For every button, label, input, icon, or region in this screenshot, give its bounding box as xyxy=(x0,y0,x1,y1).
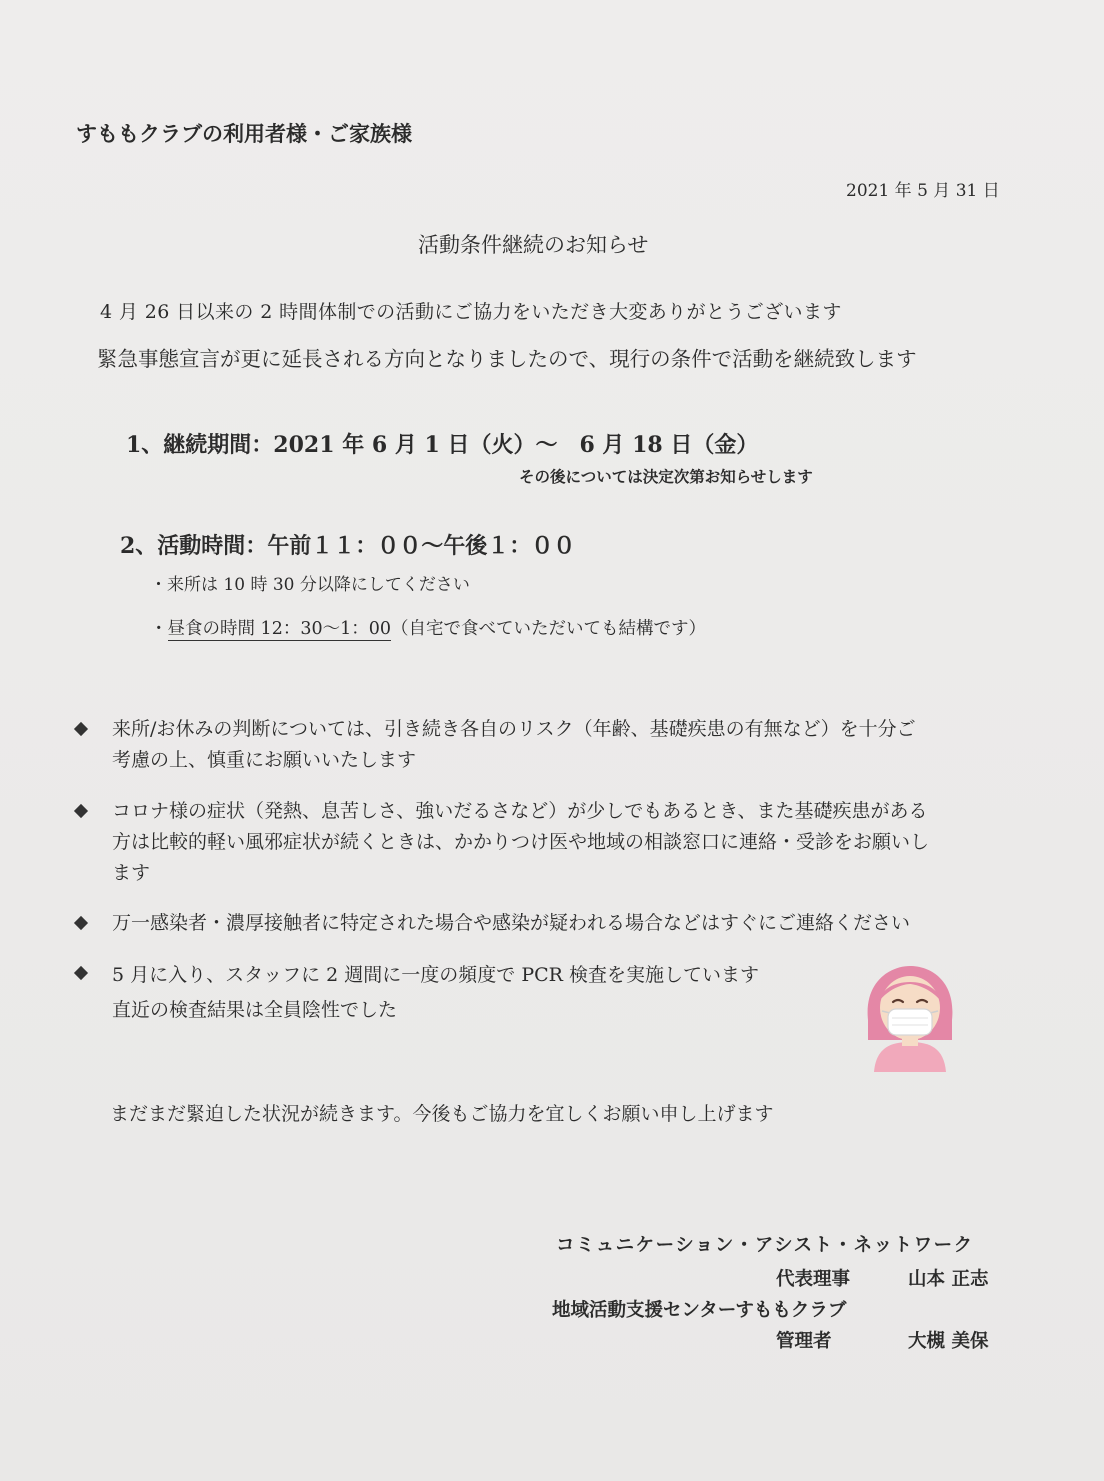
bullet-line: 万一感染者・濃厚接触者に特定された場合や感染が疑われる場合などはすぐにご連絡ください xyxy=(112,912,911,934)
bullet-attendance-judgement xyxy=(112,714,916,776)
bullet-line: コロナ様の症状（発熱、息苦しさ、強いだるさなど）が少しでもあるとき、また基礎疾患がある xyxy=(112,800,928,822)
lunch-suffix: （自宅で食べていただいても結構です） xyxy=(391,619,707,639)
signature-role-manager: 管理者 xyxy=(776,1331,832,1352)
bullet-line: 直近の検査結果は全員陰性でした xyxy=(112,999,398,1021)
bullet-line: ます xyxy=(112,862,151,884)
signature-role-representative: 代表理事 xyxy=(776,1269,851,1290)
bullet-line: 来所/お休みの判断については、引き続き各自のリスク（年齢、基礎疾患の有無など）を十分ご xyxy=(112,718,916,740)
bullet-pcr-testing xyxy=(112,958,759,1028)
recipient-line: すももクラブの利用者様・ご家族様 xyxy=(76,121,412,146)
signature-organization: コミュニケーション・アシスト・ネットワーク xyxy=(556,1235,974,1256)
signature-center: 地域活動支援センターすももクラブ xyxy=(552,1300,847,1321)
lunch-time-note xyxy=(150,615,706,640)
bullet-diamond-icon xyxy=(74,804,88,818)
bullet-diamond-icon xyxy=(74,966,88,980)
section-continuation-note: その後については決定次第お知らせします xyxy=(519,467,813,486)
signature-name-representative: 山本 正志 xyxy=(908,1269,989,1290)
intro-line-1: 4 月 26 日以来の 2 時間体制での活動にご協力をいただき大変ありがとうございます xyxy=(100,301,842,323)
signature-name-manager: 大槻 美保 xyxy=(908,1331,989,1352)
lunch-prefix: ・ xyxy=(150,619,168,639)
lunch-time-underlined: 昼食の時間 12：30～1：00 xyxy=(167,619,392,639)
closing-message: まだまだ緊迫した状況が続きます。今後もご協力を宜しくお願い申し上げます xyxy=(110,1103,774,1125)
intro-line-2: 緊急事態宣言が更に延長される方向となりましたので、現行の条件で活動を継続致します xyxy=(97,347,917,371)
bullet-line: 考慮の上、慎重にお願いいたします xyxy=(112,749,417,771)
section-continuation-period: 1、継続期間：2021 年 6 月 1 日（火）～ 6 月 18 日（金） xyxy=(126,432,759,458)
document-date: 2021 年 5 月 31 日 xyxy=(846,181,1000,201)
bullet-diamond-icon xyxy=(74,722,88,736)
shirt-shape xyxy=(874,1042,946,1072)
bullet-line: 方は比較的軽い風邪症状が続くときは、かかりつけ医や地域の相談窓口に連絡・受診をお願いし xyxy=(112,831,930,853)
section-activity-hours: 2、活動時間：午前１１：００～午後１：００ xyxy=(120,533,576,559)
document-title: 活動条件継続のお知らせ xyxy=(418,233,649,257)
arrival-time-note: ・来所は 10 時 30 分以降にしてください xyxy=(150,575,470,595)
bullet-contact-notice xyxy=(112,908,910,939)
masked-woman-illustration xyxy=(860,962,960,1072)
face-mask-icon xyxy=(888,1009,932,1035)
bullet-line: 5 月に入り、スタッフに 2 週間に一度の頻度で PCR 検査を実施しています xyxy=(112,964,760,986)
bullet-diamond-icon xyxy=(74,916,88,930)
bullet-symptoms xyxy=(112,796,929,889)
